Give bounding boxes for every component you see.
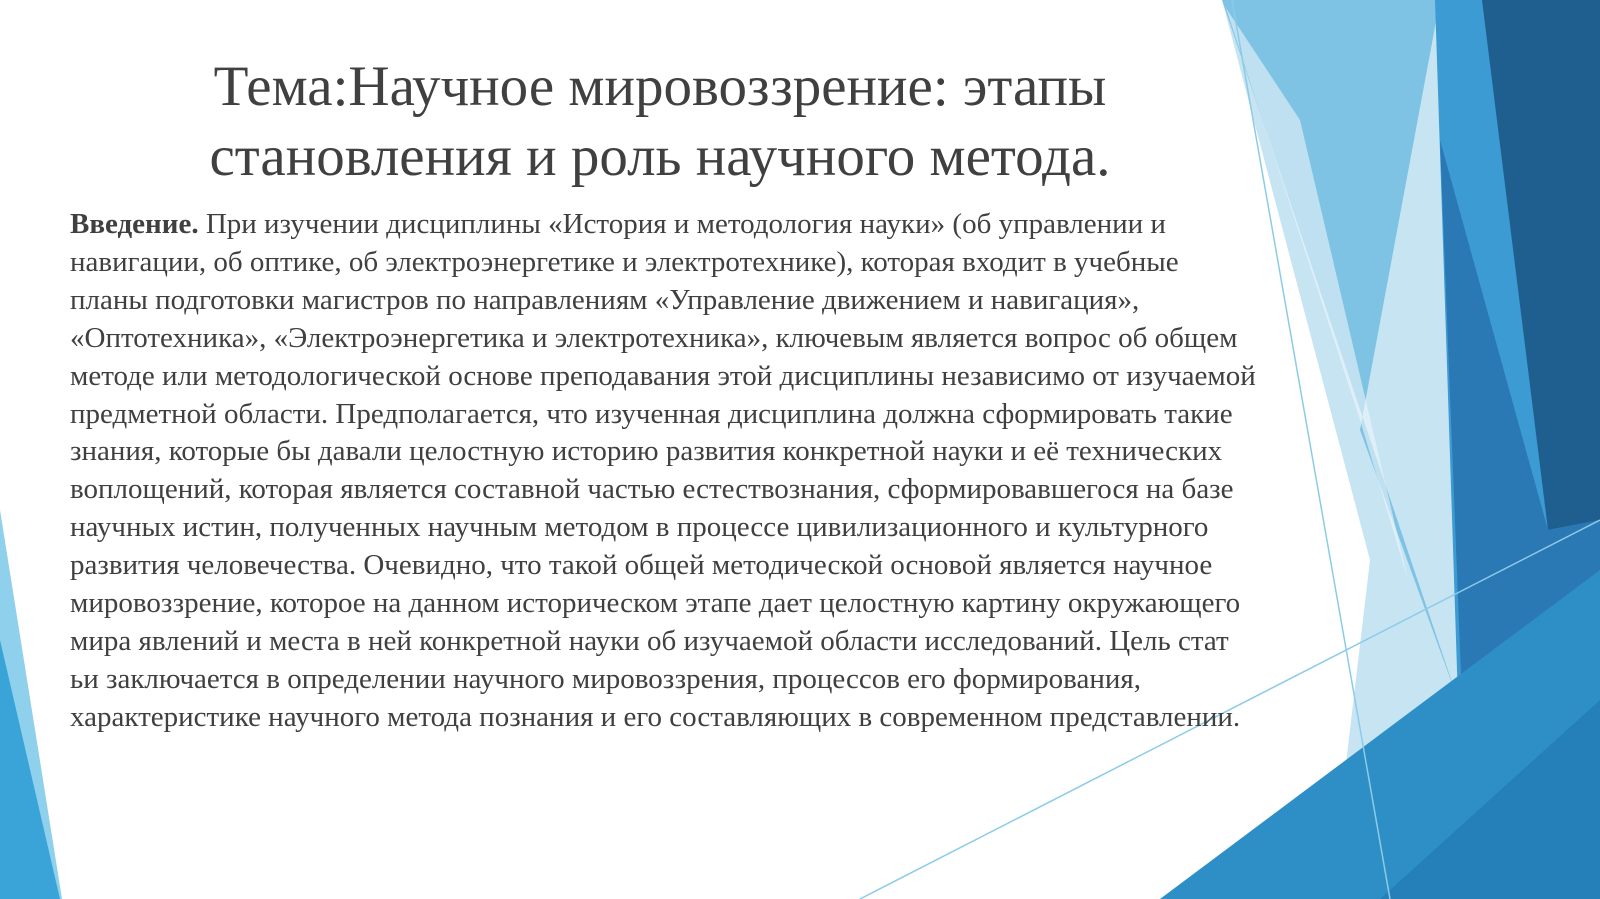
intro-lead: Введение.	[70, 208, 199, 240]
slide-body-paragraph	[70, 206, 1260, 737]
slide-title: Тема:Научное мировоззрение: этапы становления и роль научного метода.	[209, 55, 1111, 188]
intro-text: При изучении дисциплины «История и методология науки» (об управлении и навигации, об оптике, об электроэнергетике и электротехнике), которая входит в учебные планы подготовки магистров по направлениям «Управление движением и навигация», «Оптотехника», «Электроэнергетика и электротехника», ключевым является вопрос об общем методе или методологической основе преподавания этой дисциплины независимо от изучаемой предметной области. Предполагается, что изученная дисциплина должна сформировать такие знания, которые бы давали целостную историю развития конкретной науки и её технических воплощений, которая является составной частью естествознания, сформировавшегося на базе научных истин, полученных научным методом в процессе цивилизационного и культурного развития человечества. Очевидно, что такой общей методической основой является научное мировоззрение, которое на данном историческом этапе дает целостную картину окружающего мира явлений и места в ней конкретной науки об изучаемой области исследований. Цель стат ьи заключается в определении научного мировоззрения, процессов его формирования, характеристике научного метода познания и его составляющих в современном представлении.	[70, 208, 1256, 733]
